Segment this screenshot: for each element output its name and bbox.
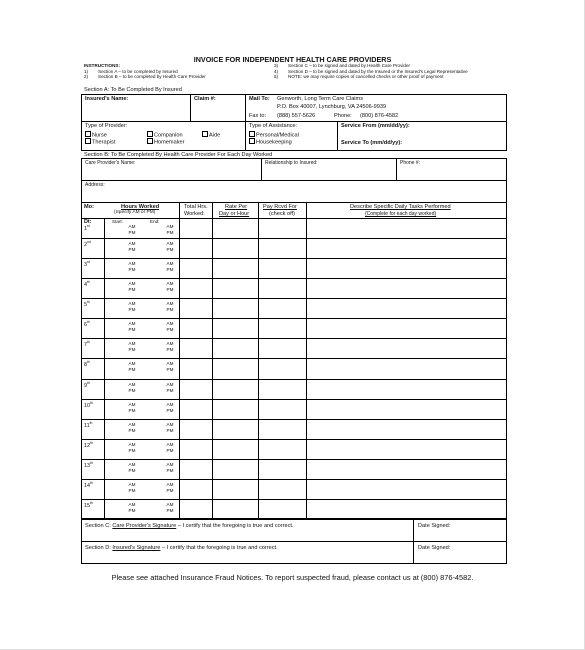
end-pm-option[interactable]: PM [166, 468, 174, 473]
end-am-option[interactable]: AM [166, 382, 174, 387]
day-suffix: th [87, 360, 90, 364]
provider-option-label: Therapist [92, 139, 116, 146]
instructions-right [274, 63, 468, 80]
end-am-option[interactable]: AM [166, 422, 174, 427]
day-suffix: st [87, 224, 90, 228]
start-am-option[interactable]: AM [128, 224, 136, 229]
row-divider [81, 278, 507, 279]
end-am-option[interactable]: AM [166, 321, 174, 326]
day-suffix: th [90, 501, 93, 505]
row-divider [81, 479, 507, 480]
provider-option-homemaker[interactable] [147, 138, 184, 146]
pay-received-subheader: (check off) [269, 211, 296, 217]
relationship-field[interactable]: Relationship to Insured: [265, 160, 318, 166]
section-c-certification: – I certify that the foregoing is true and correct. [177, 523, 294, 529]
page-title: INVOICE FOR INDEPENDENT HEALTH CARE PROVIDERS [193, 55, 392, 64]
instruction-num: 4) [274, 68, 279, 74]
end-pm-option[interactable]: PM [166, 508, 174, 513]
end-pm-option[interactable]: PM [166, 388, 174, 393]
day-suffix: th [90, 401, 93, 405]
mail-address-line: Genworth, Long Term Care Claims [277, 96, 364, 102]
start-am-option[interactable]: AM [128, 442, 136, 447]
insured-name-field[interactable]: Insured's Name: [85, 96, 129, 102]
start-pm-option[interactable]: PM [128, 468, 136, 473]
start-am-option[interactable]: AM [128, 281, 136, 286]
pay-received-header: Pay Rcvd For [263, 204, 297, 210]
start-pm-option[interactable]: PM [128, 247, 136, 252]
day-suffix: rd [87, 260, 91, 264]
total-hours-header: Total Hrs. [184, 204, 208, 210]
day-number-value: 6 [84, 321, 87, 328]
row-divider [81, 358, 507, 359]
instruction-item [274, 74, 468, 80]
row-divider [81, 419, 507, 420]
day-number-value: 12 [84, 442, 90, 449]
day-number-value: 2 [84, 241, 87, 248]
start-am-option[interactable]: AM [128, 341, 136, 346]
provider-option-label: Aide [209, 132, 221, 139]
end-am-option[interactable]: AM [166, 482, 174, 487]
date-label: Dt: [84, 219, 92, 225]
section-d-date-field[interactable]: Date Signed: [418, 545, 451, 551]
hours-worked-header: Hours Worked [121, 204, 160, 210]
start-am-option[interactable]: AM [128, 482, 136, 487]
day-suffix: th [90, 461, 93, 465]
day-number-value: 8 [84, 361, 87, 368]
day-suffix: nd [87, 240, 91, 244]
start-am-option[interactable]: AM [128, 261, 136, 266]
care-provider-name-field[interactable]: Care Provider's Name: [85, 160, 136, 166]
day-number-value: 1 [84, 225, 87, 232]
row-divider [81, 238, 507, 239]
start-am-option[interactable]: AM [128, 382, 136, 387]
start-am-option[interactable]: AM [128, 462, 136, 467]
service-from-field[interactable]: Service From (mm/dd/yy): [341, 123, 410, 129]
day-suffix: th [90, 441, 93, 445]
checkbox-icon [249, 138, 255, 144]
row-divider [81, 258, 507, 259]
start-pm-option[interactable]: PM [128, 448, 136, 453]
end-pm-option[interactable]: PM [166, 408, 174, 413]
instruction-num: 3) [274, 63, 279, 68]
start-pm-option[interactable]: PM [128, 347, 136, 352]
instruction-num: 2) [84, 74, 89, 80]
day-suffix: th [90, 481, 93, 485]
end-am-option[interactable]: AM [166, 301, 174, 306]
day-number [84, 260, 90, 268]
insured-signature-label: Insured's Signature [112, 545, 161, 551]
start-pm-option[interactable]: PM [128, 388, 136, 393]
day-number-value: 3 [84, 261, 87, 268]
end-am-option[interactable]: AM [166, 442, 174, 447]
start-pm-option[interactable]: PM [128, 230, 136, 235]
end-pm-option[interactable]: PM [166, 488, 174, 493]
checkbox-icon [147, 131, 153, 137]
start-pm-option[interactable]: PM [128, 307, 136, 312]
instruction-text: Section D – to be signed and dated by the Insured or the Insured's Legal Representative [288, 68, 468, 74]
rate-subheader: Day or Hour [219, 211, 250, 217]
row-divider [81, 379, 507, 380]
checkbox-icon [202, 131, 208, 137]
end-pm-option[interactable]: PM [166, 307, 174, 312]
day-number [84, 240, 91, 248]
end-am-option[interactable]: AM [166, 224, 174, 229]
day-suffix: th [87, 300, 90, 304]
row-divider [81, 459, 507, 460]
end-pm-option[interactable]: PM [166, 327, 174, 332]
assistance-option-housekeeping[interactable] [249, 138, 292, 146]
service-to-field[interactable]: Service To (mm/dd/yy): [341, 140, 403, 146]
start-am-option[interactable]: AM [128, 301, 136, 306]
start-pm-option[interactable]: PM [128, 508, 136, 513]
end-pm-option[interactable]: PM [166, 247, 174, 252]
instruction-text: Section C – to be signed and dated by Health Care Provider [288, 63, 411, 68]
provider-type-label: Type of Provider: [85, 123, 128, 129]
end-am-option[interactable]: AM [166, 241, 174, 246]
phone-number: (800) 876-4582 [360, 113, 399, 119]
end-am-option[interactable]: AM [166, 502, 174, 507]
start-pm-option[interactable]: PM [128, 408, 136, 413]
day-number [84, 340, 90, 348]
provider-option-label: Homemaker [154, 139, 185, 146]
checkbox-icon [249, 131, 255, 137]
tasks-header: Describe Specific Daily Tasks Performed [350, 204, 451, 210]
assistance-option-label: Personal/Medical [256, 132, 299, 139]
instructions-left [84, 63, 206, 80]
start-pm-option[interactable]: PM [128, 287, 136, 292]
provider-option-aide[interactable] [202, 131, 220, 139]
care-provider-signature-label: Care Provider's Signature [112, 523, 177, 529]
section-b-heading: Section B: To Be Completed By Health Care Provider For Each Day Worked [84, 152, 273, 158]
fraud-notice-footer: Please see attached Insurance Fraud Notices. To report suspected fraud, please contact us at (800) 876-4582. [111, 573, 474, 582]
start-am-option[interactable]: AM [128, 361, 136, 366]
day-suffix: th [87, 381, 90, 385]
start-label: Start: [112, 219, 123, 224]
day-suffix: th [87, 340, 90, 344]
assistance-type-label: Type of Assistance: [249, 123, 298, 129]
row-divider [81, 439, 507, 440]
day-number [84, 421, 92, 429]
end-am-option[interactable]: AM [166, 462, 174, 467]
day-suffix: th [87, 280, 90, 284]
assistance-option-label: Housekeeping [256, 139, 292, 146]
day-number [84, 441, 93, 449]
end-label: End: [150, 219, 160, 224]
end-am-option[interactable]: AM [166, 341, 174, 346]
month-label: Mo: [84, 204, 94, 210]
address-field[interactable]: Address: [85, 182, 105, 188]
end-pm-option[interactable]: PM [166, 448, 174, 453]
claim-number-field[interactable]: Claim #: [194, 96, 216, 102]
start-pm-option[interactable]: PM [128, 267, 136, 272]
row-divider [81, 318, 507, 319]
fax-number: (888) 557-5626 [277, 113, 316, 119]
day-number-value: 4 [84, 281, 87, 288]
end-am-option[interactable]: AM [166, 261, 174, 266]
tasks-subheader: (Complete for each day worked) [365, 211, 437, 217]
fax-label: Fax to: [249, 113, 267, 119]
start-pm-option[interactable]: PM [128, 488, 136, 493]
checkbox-icon [85, 138, 91, 144]
day-number-value: 11 [84, 422, 90, 429]
start-pm-option[interactable]: PM [128, 327, 136, 332]
day-number [84, 320, 90, 328]
mail-address-line: P.O. Box 40007, Lynchburg, VA 24506-9939 [277, 104, 387, 110]
end-pm-option[interactable]: PM [166, 347, 174, 352]
start-am-option[interactable]: AM [128, 422, 136, 427]
instruction-text: Section A – to be completed by Insured [98, 68, 178, 74]
row-divider [81, 399, 507, 400]
day-number [84, 300, 90, 308]
day-suffix: th [89, 421, 93, 425]
section-c-row[interactable] [85, 523, 293, 530]
day-number-value: 10 [84, 402, 90, 409]
row-divider [81, 218, 507, 219]
provider-phone-field[interactable]: Phone #: [400, 160, 421, 166]
row-divider [81, 499, 507, 500]
day-number [84, 481, 93, 489]
start-am-option[interactable]: AM [128, 241, 136, 246]
section-c-date-field[interactable]: Date Signed: [418, 523, 451, 529]
phone-label: Phone: [334, 113, 352, 119]
section-d-label: Section D: [85, 545, 111, 551]
instruction-text: Section B – to be completed by Health Care Provider [98, 74, 206, 80]
provider-option-label: Companion [154, 132, 183, 139]
day-number-value: 13 [84, 462, 90, 469]
day-number [84, 381, 90, 389]
instruction-num: 1) [84, 68, 89, 74]
worked-header: Worked: [184, 211, 205, 217]
day-number-value: 9 [84, 382, 87, 389]
mail-to-label: Mail To: [249, 96, 270, 102]
start-pm-option[interactable]: PM [128, 367, 136, 372]
end-pm-option[interactable]: PM [166, 267, 174, 272]
day-number [84, 461, 93, 469]
day-number [84, 360, 90, 368]
instructions-heading: INSTRUCTIONS: [84, 63, 120, 68]
end-pm-option[interactable]: PM [166, 428, 174, 433]
checkbox-icon [85, 131, 91, 137]
day-number [84, 501, 93, 509]
end-am-option[interactable]: AM [166, 361, 174, 366]
day-number-value: 15 [84, 502, 90, 509]
day-number [84, 224, 90, 232]
end-am-option[interactable]: AM [166, 402, 174, 407]
checkbox-icon [147, 138, 153, 144]
start-am-option[interactable]: AM [128, 502, 136, 507]
start-am-option[interactable]: AM [128, 402, 136, 407]
instruction-item [84, 74, 206, 80]
provider-option-label: Nurse [92, 132, 107, 139]
end-pm-option[interactable]: PM [166, 287, 174, 292]
start-am-option[interactable]: AM [128, 321, 136, 326]
hours-worked-subheader: (Specify AM or PM) [114, 210, 156, 215]
day-number [84, 401, 93, 409]
section-c-label: Section C: [85, 523, 111, 529]
day-number-value: 7 [84, 341, 87, 348]
start-pm-option[interactable]: PM [128, 428, 136, 433]
day-number-value: 14 [84, 482, 90, 489]
instruction-num: 5) [274, 74, 279, 80]
row-divider [81, 338, 507, 339]
day-number [84, 280, 90, 288]
row-divider [81, 298, 507, 299]
end-am-option[interactable]: AM [166, 281, 174, 286]
day-number-value: 5 [84, 301, 87, 308]
section-d-certification: – I certify that the foregoing is true and correct. [161, 545, 278, 551]
provider-option-therapist[interactable] [85, 138, 115, 146]
instruction-text: NOTE: we may require copies of cancelled checks or other proof of payment [288, 74, 444, 80]
section-a-heading: Section A: To Be Completed By Insured [84, 87, 182, 93]
section-d-row[interactable] [85, 545, 278, 552]
rate-header: Rate Per [225, 204, 248, 210]
end-pm-option[interactable]: PM [166, 367, 174, 372]
end-pm-option[interactable]: PM [166, 230, 174, 235]
day-suffix: th [87, 320, 90, 324]
